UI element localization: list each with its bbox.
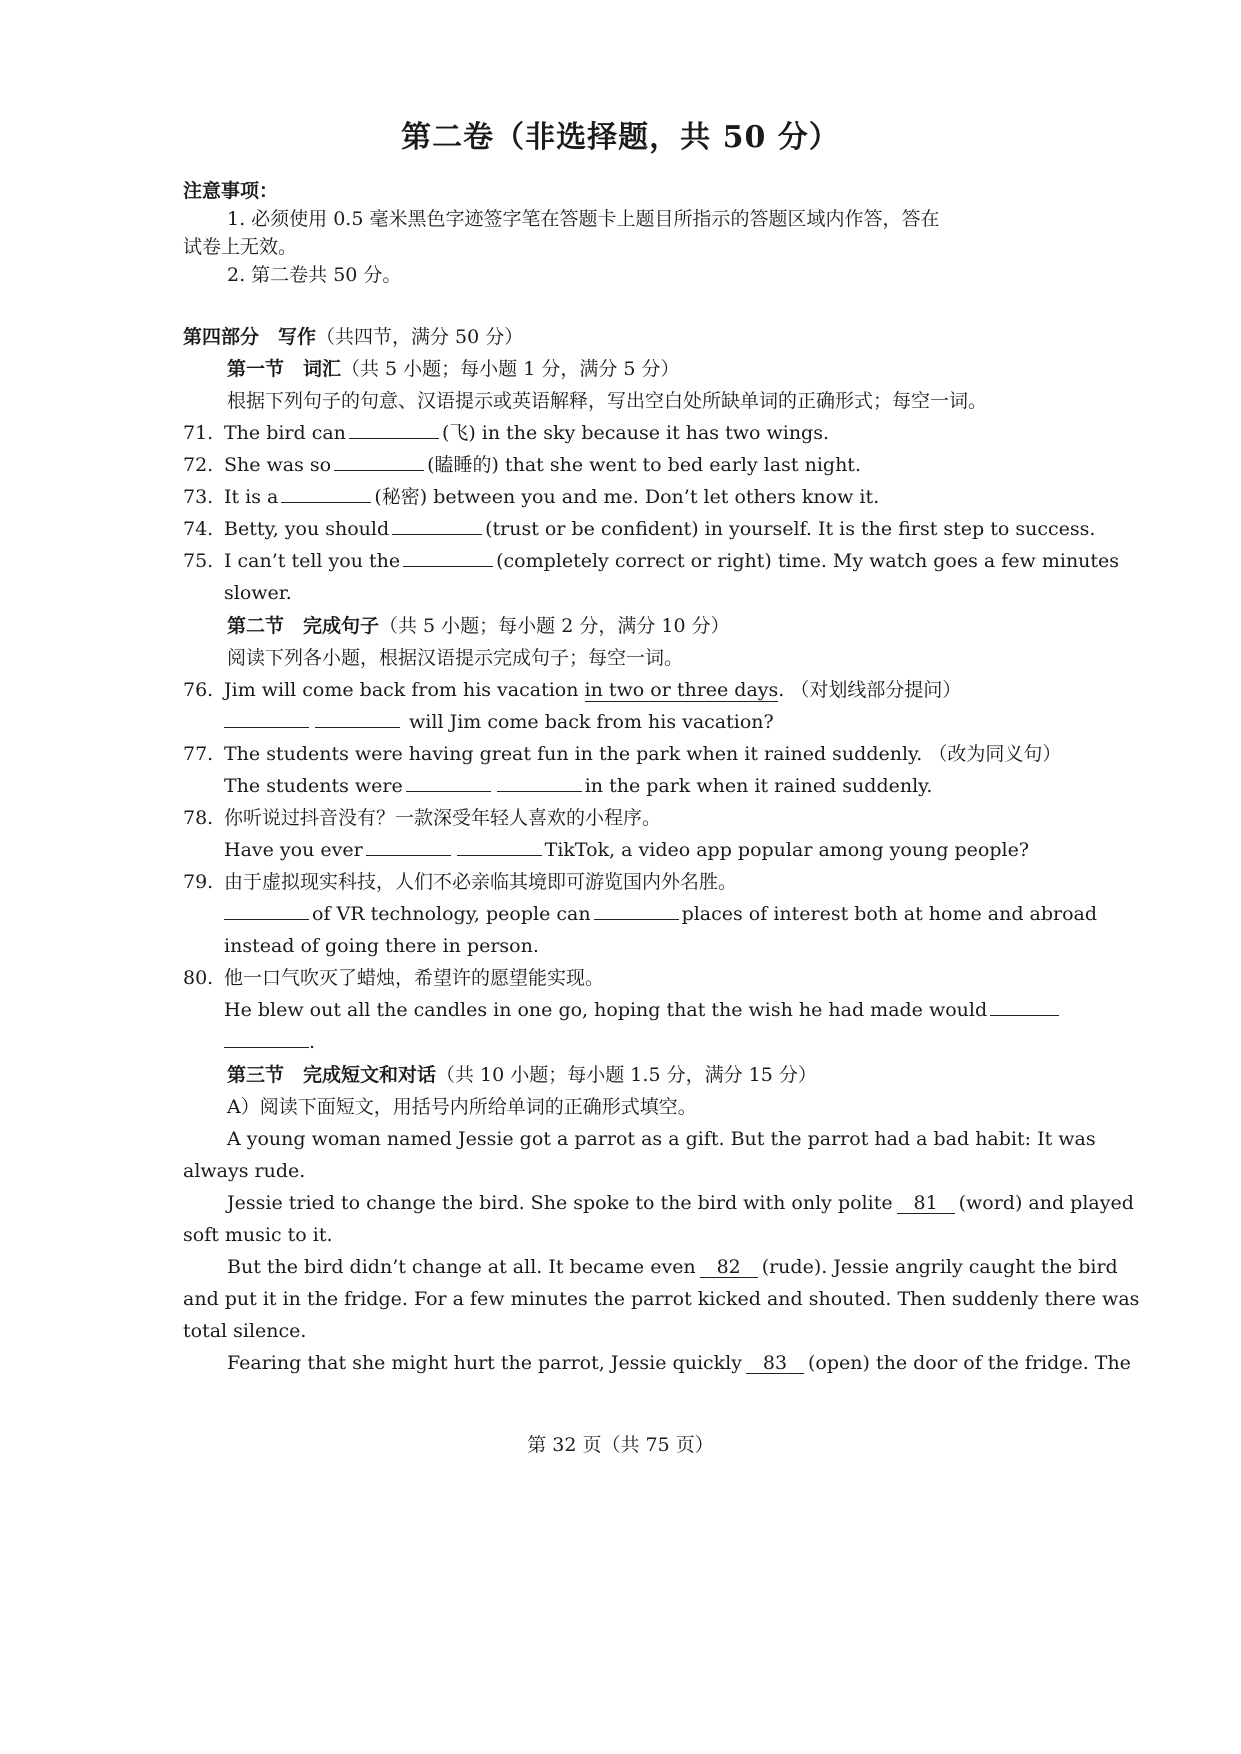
q72-pre: She was so [224, 454, 332, 476]
q71-number: 71. [183, 422, 214, 444]
q75-cont: slower. [224, 582, 292, 604]
q78-blank-2[interactable] [457, 837, 542, 856]
q79-part-b [591, 901, 1097, 927]
notice-item-1-cont: 试卷上无效。 [183, 236, 298, 258]
passage-p3-blank-group [696, 1254, 1118, 1280]
q79-line2-b: places of interest both at home and abroad [681, 903, 1098, 925]
q79-answer-line [224, 901, 1098, 927]
passage-p2-pre: Jessie tried to change the bird. She spoke to the bird with only polite [227, 1192, 893, 1214]
q77-number: 77. [183, 743, 214, 765]
notice-item-2: 2. 第二卷共 50 分。 [227, 264, 402, 286]
q79-text: 由于虚拟现实科技，人们不必亲临其境即可游览国内外名胜。 [224, 871, 738, 893]
part4-heading-bold: 第四部分 写作 [183, 326, 317, 348]
q78-line2-pre: Have you ever [224, 839, 363, 861]
section2-instruction: 阅读下列各小题，根据汉语提示完成句子；每空一词。 [227, 647, 684, 669]
section1-heading-rest: （共 5 小题；每小题 1 分，满分 5 分） [341, 358, 680, 380]
q79-blank-1[interactable] [224, 901, 309, 920]
passage-p4-blank-group [742, 1350, 1131, 1376]
q71-pre: The bird can [224, 422, 346, 444]
q74-body [224, 516, 1096, 542]
q76-number: 76. [183, 679, 214, 701]
q77-line2-post: in the park when it rained suddenly. [584, 775, 933, 797]
q80-blank-1[interactable] [990, 997, 1059, 1016]
q75-blank[interactable] [403, 548, 493, 567]
section2-heading [227, 613, 1059, 639]
q76-line2: will Jim come back from his vacation? [409, 711, 774, 733]
blank-81[interactable]: 81 [897, 1193, 955, 1214]
notice-heading: 注意事项： [183, 180, 279, 202]
q71-body [224, 420, 1059, 446]
q73-number: 73. [183, 486, 214, 508]
section3-heading-bold: 第三节 完成短文和对话 [227, 1064, 437, 1086]
q77-blank-2[interactable] [497, 773, 582, 792]
q80-text: 他一口气吹灭了蜡烛，希望许的愿望能实现。 [224, 967, 605, 989]
q76-body [224, 677, 1059, 703]
section3-instruction: A）阅读下面短文，用括号内所给单词的正确形式填空。 [227, 1096, 697, 1118]
blank-82[interactable]: 82 [700, 1257, 758, 1278]
passage-p2-line2: soft music to it. [183, 1224, 333, 1246]
blank-83[interactable]: 83 [746, 1353, 804, 1374]
passage-p3-pre: But the bird didn’t change at all. It became even [227, 1256, 696, 1278]
q72-body [224, 452, 1059, 478]
q76-answer-line [224, 709, 1059, 735]
q73-pre: It is a [224, 486, 279, 508]
q74-blank[interactable] [392, 516, 482, 535]
passage-p1-line2: always rude. [183, 1160, 306, 1182]
q72-post: (瞌睡的) that she went to bed early last night. [427, 454, 861, 476]
passage-p2-blank-group [893, 1190, 1134, 1216]
passage-p2-line1 [227, 1190, 1134, 1216]
q75-post: (completely correct or right) time. My watch goes a few minutes [496, 550, 1120, 572]
passage-p4-pre: Fearing that she might hurt the parrot, Jessie quickly [227, 1352, 742, 1374]
q79-cont: instead of going there in person. [224, 935, 539, 957]
notice-item-1: 1. 必须使用 0.5 毫米黑色字迹签字笔在答题卡上题目所指示的答题区域内作答，答在 [227, 208, 940, 230]
q78-line2-post: TikTok, a video app popular among young people? [544, 839, 1030, 861]
q73-post: (秘密) between you and me. Don’t let others know it. [374, 486, 880, 508]
q78-text: 你听说过抖音没有？一款深受年轻人喜欢的小程序。 [224, 807, 662, 829]
q76-pre: Jim will come back from his vacation [224, 679, 579, 701]
q80-line3-end: . [309, 1031, 316, 1053]
q73-blank[interactable] [281, 484, 371, 503]
q80-number: 80. [183, 967, 214, 989]
q79-number: 79. [183, 871, 214, 893]
section1-instruction: 根据下列句子的句意、汉语提示或英语解释，写出空白处所缺单词的正确形式；每空一词。 [227, 390, 988, 412]
q78-answer-line [224, 837, 1059, 863]
passage-p2-post: (word) and played [958, 1192, 1134, 1214]
passage-p4-post: (open) the door of the fridge. The [808, 1352, 1131, 1374]
section2-heading-bold: 第二节 完成句子 [227, 615, 380, 637]
q76-underlined-part: in two or three days [584, 679, 779, 701]
q80-line2: He blew out all the candles in one go, hoping that the wish he had made would [224, 999, 988, 1021]
passage-p3-line3: total silence. [183, 1320, 307, 1342]
section3-heading-rest: （共 10 小题；每小题 1.5 分，满分 15 分） [436, 1064, 817, 1086]
q73-body [224, 484, 1059, 510]
q79-part-a [224, 901, 591, 927]
q80-answer-line [224, 997, 1059, 1023]
q74-number: 74. [183, 518, 214, 540]
q77-answer-line [224, 773, 1059, 799]
q77-text: The students were having great fun in the park when it rained suddenly. （改为同义句） [224, 743, 1062, 765]
q75-number: 75. [183, 550, 214, 572]
passage-p3-line2: and put it in the fridge. For a few minutes the parrot kicked and shouted. Then suddenly there was [183, 1288, 1140, 1310]
section1-heading [227, 356, 1059, 382]
q71-blank[interactable] [349, 420, 439, 439]
section2-heading-rest: （共 5 小题；每小题 2 分，满分 10 分） [379, 615, 730, 637]
q78-number: 78. [183, 807, 214, 829]
q75-body [224, 548, 1120, 574]
passage-p3-line1 [227, 1254, 1118, 1280]
q74-pre: Betty, you should [224, 518, 390, 540]
q74-post: (trust or be confident) in yourself. It is the first step to success. [485, 518, 1096, 540]
q72-number: 72. [183, 454, 214, 476]
page-footer: 第 32 页（共 75 页） [527, 1434, 714, 1456]
q75-pre: I can’t tell you the [224, 550, 401, 572]
q76-blank-2[interactable] [315, 709, 400, 728]
page-title: 第二卷（非选择题，共 50 分） [401, 120, 840, 155]
q79-line2-a: of VR technology, people can [312, 903, 591, 925]
q72-blank[interactable] [334, 452, 424, 471]
passage-p4-line1 [227, 1350, 1131, 1376]
q76-blank-1[interactable] [224, 709, 309, 728]
q79-blank-2[interactable] [594, 901, 679, 920]
q80-blank-2[interactable] [224, 1029, 309, 1048]
passage-p1-line1: A young woman named Jessie got a parrot as a gift. But the parrot had a bad habit: It was [227, 1128, 1096, 1150]
passage-p3-post: (rude). Jessie angrily caught the bird [761, 1256, 1118, 1278]
section3-heading [227, 1062, 1059, 1088]
part4-heading [183, 324, 1059, 350]
section1-heading-bold: 第一节 词汇 [227, 358, 342, 380]
q78-blank-1[interactable] [366, 837, 451, 856]
q76-post: . （对划线部分提问） [778, 679, 962, 701]
q71-post: (飞) in the sky because it has two wings. [441, 422, 830, 444]
q77-blank-1[interactable] [406, 773, 491, 792]
part4-heading-rest: （共四节，满分 50 分） [316, 326, 524, 348]
q80-answer-line-2 [224, 1029, 1059, 1055]
q77-line2-pre: The students were [224, 775, 403, 797]
